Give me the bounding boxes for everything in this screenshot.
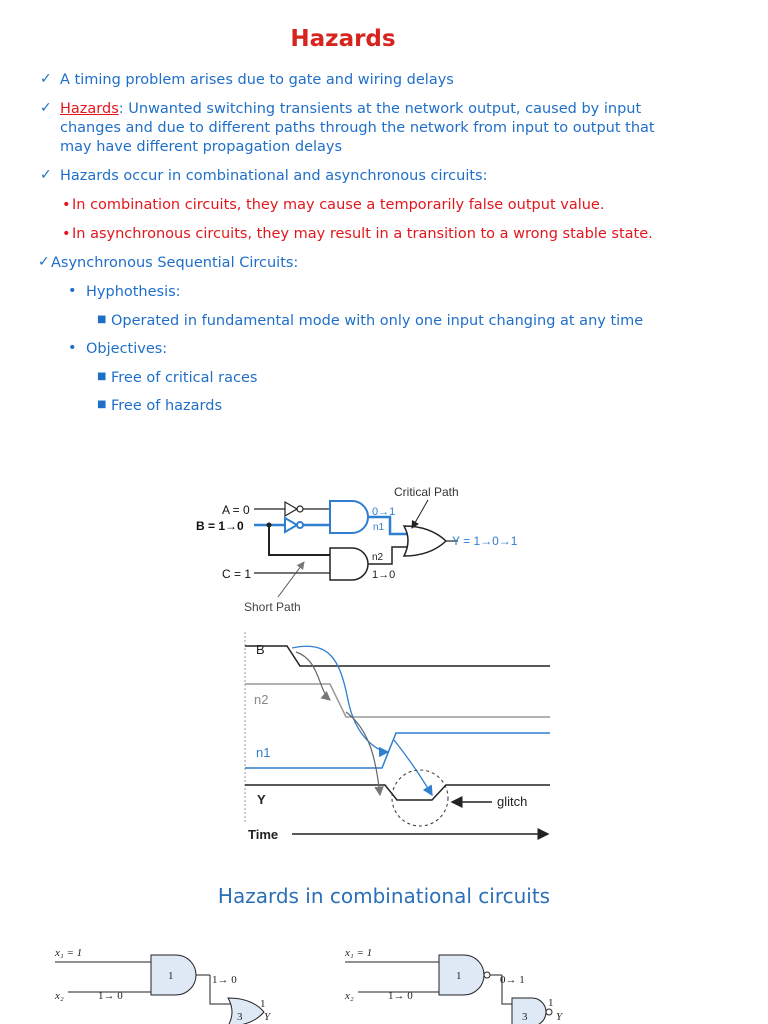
bullet-dot-icon: • [62,226,71,242]
timing-y-label: Y [257,792,266,807]
glitch-label: glitch [497,794,528,809]
br-y-label: Y [556,1011,563,1023]
critical-path-label: Critical Path [394,485,459,499]
br-nand-gate-icon [439,955,484,995]
sub-bullet-text: In combination circuits, they may cause a temporarily false output value. [72,197,605,213]
glitch-circle [392,770,448,826]
input-a-label: A = 0 [222,503,250,517]
br-nand-gate-3-icon [512,998,546,1024]
bl-gate1-label: 1 [168,970,174,982]
short-path-label: Short Path [244,600,301,614]
waveform-b [245,646,550,666]
bl-and-gate-icon [151,955,196,995]
page-title: Hazards [290,26,396,52]
br-out-value: 1 [548,997,554,1009]
section-heading: Hazards in combinational circuits [217,884,551,908]
square-bullet-icon: ■ [97,314,107,325]
and-gate-upper-icon [330,501,368,533]
square-bullet-icon: ■ [97,399,107,410]
bullet-text-line: may have different propagation delays [60,139,343,155]
bullet-dot-icon: • [68,283,77,299]
or-gate-icon [404,526,446,556]
br-gate1-output: 0→ 1 [500,974,525,986]
bottom-left-circuit [54,947,272,1024]
bottom-right-circuit [344,947,564,1024]
bullet-dot-icon: • [62,197,71,213]
sub-sub-bullet-text: Operated in fundamental mode with only one input changing at any time [111,313,644,329]
square-bullet-icon: ■ [97,371,107,382]
sub-bullet-text: Hyphothesis: [86,284,181,300]
timing-b-label: B [256,642,265,657]
br-gate1-label: 1 [456,970,462,982]
bullet-text-line: changes and due to different paths through the network from input to output that [60,120,655,136]
br-gate3-label: 3 [522,1011,528,1023]
waveform-n2 [245,684,550,717]
br-x2-label: x₂ [345,990,354,1002]
check-icon: ✓ [40,167,52,183]
bl-y-label: Y [264,1011,271,1023]
sub-bullet-text: In asynchronous circuits, they may result in a transition to a wrong stable state. [72,226,653,242]
bl-x1-label: x₁ = 1 [55,947,83,959]
input-b-label: B = 1→0 [196,519,244,533]
n1-label: n1 [373,522,385,533]
bl-gate3-label: 3 [237,1011,243,1023]
n2-value-label: 1→0 [372,569,396,581]
inverter-b-icon [285,518,297,532]
bl-out-value: 1 [260,998,266,1010]
bullet-text: A timing problem arises due to gate and wiring delays [60,72,454,88]
check-icon: ✓ [40,71,52,87]
bl-gate1-output: 1→ 0 [212,974,237,986]
input-c-label: C = 1 [222,567,252,581]
sub-sub-bullet-text: Free of critical races [111,370,258,386]
waveform-n1 [245,733,550,768]
bl-x2-value: 1→ 0 [98,990,123,1002]
bl-x2-label: x₂ [55,990,64,1002]
bl-or-gate-icon [228,998,264,1024]
bullet-text-rest: : Unwanted switching transients at the network output, caused by input [118,101,642,117]
bullet-text: Hazards occur in combinational and asynchronous circuits: [60,168,488,184]
time-axis-label: Time [248,827,279,842]
bullet-text: Asynchronous Sequential Circuits: [51,255,299,271]
and-gate-lower-icon [330,548,368,580]
hazards-keyword: Hazards [60,101,119,117]
check-icon: ✓ [40,100,52,116]
n1-value-label: 0→1 [372,506,396,518]
inverter-a-icon [285,502,297,516]
br-x2-value: 1→ 0 [388,990,413,1002]
br-x1-label: x₁ = 1 [345,947,373,959]
timing-n1-label: n1 [256,745,271,760]
output-y-label: Y = 1→0→1 [452,534,518,548]
check-icon: ✓ [38,254,50,270]
sub-sub-bullet-text: Free of hazards [111,398,223,414]
timing-n2-label: n2 [254,692,269,707]
sub-bullet-text: Objectives: [86,341,168,357]
bullet-dot-icon: • [68,340,77,356]
n2-label: n2 [372,552,384,563]
